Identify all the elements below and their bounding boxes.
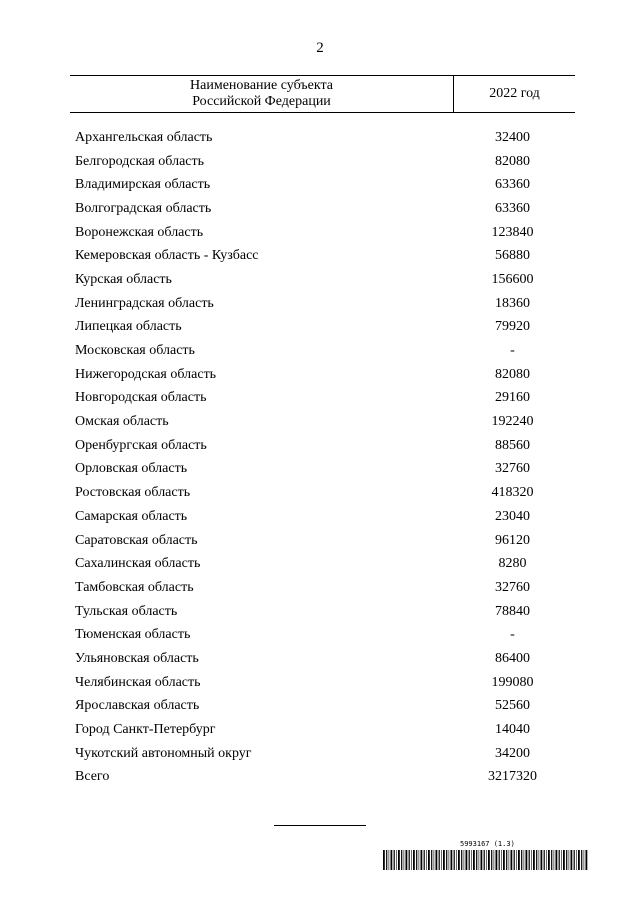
region-name: Волгоградская область <box>75 200 212 216</box>
region-name: Тульская область <box>75 603 178 619</box>
table-row <box>75 671 575 695</box>
region-name: Кемеровская область - Кузбасс <box>75 248 259 264</box>
table-row <box>75 718 575 742</box>
region-name: Челябинская область <box>75 674 201 690</box>
region-value: 32400 <box>495 129 530 145</box>
table-row <box>75 410 575 434</box>
region-name: Ростовская область <box>75 485 191 501</box>
region-name: Новгородская область <box>75 390 207 406</box>
region-name: Чукотский автономный округ <box>75 745 252 761</box>
region-name: Владимирская область <box>75 177 211 193</box>
region-value: - <box>510 343 515 359</box>
footer-line <box>274 825 366 826</box>
region-value: 88560 <box>495 437 530 453</box>
region-name: Город Санкт-Петербург <box>75 722 216 738</box>
region-name: Московская область <box>75 343 195 359</box>
table-row <box>75 126 575 150</box>
region-name: Сахалинская область <box>75 556 201 572</box>
header-year: 2022 год <box>489 86 540 101</box>
region-value: 82080 <box>495 153 530 169</box>
header-region-name-line1: Наименование субъекта <box>190 78 333 93</box>
barcode-id: 5993167 (1.3) <box>460 840 515 848</box>
region-value: 14040 <box>495 722 530 738</box>
region-value: 23040 <box>495 508 530 524</box>
header-region-name-line2: Российской Федерации <box>192 94 331 109</box>
table-row <box>75 150 575 174</box>
region-value: 63360 <box>495 200 530 216</box>
table-row <box>75 221 575 245</box>
region-name: Нижегородская область <box>75 366 217 382</box>
table-row <box>75 173 575 197</box>
region-value: 192240 <box>491 414 534 430</box>
region-value: 123840 <box>491 224 534 240</box>
region-value: 418320 <box>491 485 534 501</box>
header-region-name <box>70 76 453 112</box>
region-value: 82080 <box>495 366 530 382</box>
region-value: 86400 <box>495 650 530 666</box>
table-row <box>75 481 575 505</box>
table-header <box>70 75 575 113</box>
region-name: Тюменская область <box>75 627 191 643</box>
table-body <box>75 126 575 789</box>
region-name: Липецкая область <box>75 319 182 335</box>
region-value: 32760 <box>495 461 530 477</box>
barcode <box>383 850 588 870</box>
region-value: 156600 <box>491 271 534 287</box>
table-row <box>75 363 575 387</box>
table-row <box>75 292 575 316</box>
region-name: Самарская область <box>75 508 188 524</box>
table-row <box>75 458 575 482</box>
region-value: 52560 <box>495 698 530 714</box>
region-name: Воронежская область <box>75 224 204 240</box>
region-name: Ленинградская область <box>75 295 214 311</box>
region-value: 32760 <box>495 579 530 595</box>
table-row <box>75 552 575 576</box>
region-name: Ярославская область <box>75 698 200 714</box>
region-name: Всего <box>75 769 110 785</box>
table-row <box>75 197 575 221</box>
region-value: 8280 <box>498 556 527 572</box>
region-name: Тамбовская область <box>75 579 194 595</box>
region-name: Белгородская область <box>75 153 205 169</box>
region-name: Омская область <box>75 414 169 430</box>
table-row <box>75 339 575 363</box>
table-row <box>75 576 575 600</box>
region-value: 63360 <box>495 177 530 193</box>
table-row <box>75 244 575 268</box>
region-value: 34200 <box>495 745 530 761</box>
table-row <box>75 623 575 647</box>
region-name: Курская область <box>75 271 172 287</box>
region-value: 56880 <box>495 248 530 264</box>
region-value: 199080 <box>491 674 534 690</box>
page-number: 2 <box>316 40 324 56</box>
region-name: Архангельская область <box>75 129 213 145</box>
table-row <box>75 268 575 292</box>
region-value: 29160 <box>495 390 530 406</box>
region-name: Оренбургская область <box>75 437 207 453</box>
table-row <box>75 600 575 624</box>
table-row <box>75 529 575 553</box>
region-value: 79920 <box>495 319 530 335</box>
region-value: 78840 <box>495 603 530 619</box>
region-value: - <box>510 627 515 643</box>
table-row <box>75 695 575 719</box>
table-row <box>75 647 575 671</box>
table-row <box>75 742 575 766</box>
region-name: Саратовская область <box>75 532 198 548</box>
table-row <box>75 316 575 340</box>
region-value: 18360 <box>495 295 530 311</box>
table-row <box>75 766 575 790</box>
table-row <box>75 387 575 411</box>
table-row <box>75 505 575 529</box>
table-row <box>75 434 575 458</box>
region-value: 3217320 <box>488 769 537 785</box>
region-name: Орловская область <box>75 461 188 477</box>
region-value: 96120 <box>495 532 530 548</box>
region-name: Ульяновская область <box>75 650 199 666</box>
